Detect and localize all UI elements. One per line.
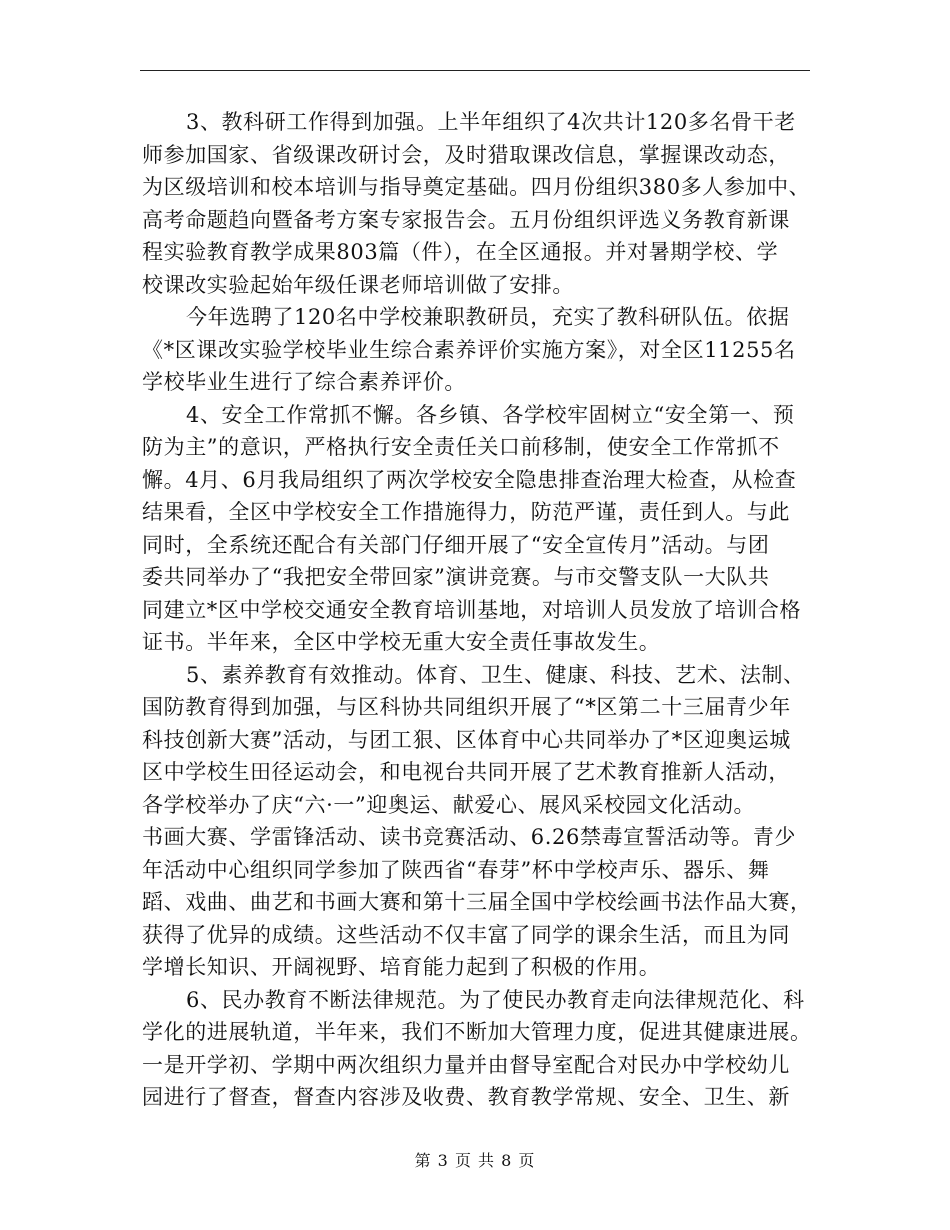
text-line: 园进行了督查，督查内容涉及收费、教育教学常规、安全、卫生、新 (142, 1085, 790, 1109)
text-line: 懈。4月、6月我局组织了两次学校安全隐患排查治理大检查，从检查 (142, 467, 797, 492)
text-line: 同时，全系统还配合有关部门仔细开展了“安全宣传月”活动。与团 (142, 532, 770, 557)
text-line: 师参加国家、省级课改研讨会，及时猎取课改信息，掌握课改动态， (142, 142, 790, 167)
text-line: 委共同举办了“我把安全带回家”演讲竞赛。与市交警支队一大队共 (142, 565, 770, 589)
paragraph-first-line: 6、民办教育不断法律规范。为了使民办教育走向法律规范化、科 (186, 987, 805, 1012)
header-rule (140, 70, 810, 71)
text-line: 为区级培训和校本培训与指导奠定基础。四月份组织380多人参加中、 (142, 175, 811, 199)
text-line: 防为主”的意识，严格执行安全责任关口前移制，使安全工作常抓不 (142, 435, 780, 459)
text-line: 高考命题趋向暨备考方案专家报告会。五月份组织评选义务教育新课 (142, 207, 790, 232)
paragraph-first-line: 3、教科研工作得到加强。上半年组织了4次共计120多名骨干老 (186, 110, 796, 134)
paragraph-first-line: 今年选聘了120名中学校兼职教研员，充实了教科研队伍。依据 (186, 305, 790, 329)
text-line: 书画大赛、学雷锋活动、读书竞赛活动、6.26禁毒宣誓活动等。青少 (142, 825, 796, 849)
text-line: 同建立*区中学校交通安全教育培训基地，对培训人员发放了培训合格 (142, 597, 802, 622)
text-line: 年活动中心组织同学参加了陕西省“春芽”杯中学校声乐、器乐、舞 (142, 857, 770, 882)
text-line: 程实验教育教学成果803篇（件），在全区通报。并对暑期学校、学 (142, 240, 779, 264)
text-line: 校课改实验起始年级任课老师培训做了安排。 (142, 272, 574, 297)
text-line: 一是开学初、学期中两次组织力量并由督导室配合对民办中学校幼儿 (142, 1052, 790, 1077)
paragraph-first-line: 5、素养教育有效推动。体育、卫生、健康、科技、艺术、法制、 (186, 662, 805, 687)
text-line: 各学校举办了庆“六·一”迎奥运、献爱心、展风采校园文化活动。 (142, 792, 756, 817)
document-body (142, 106, 812, 1114)
text-line: 区中学校生田径运动会，和电视台共同开展了艺术教育推新人活动， (142, 760, 790, 784)
text-line: 证书。半年来，全区中学校无重大安全责任事故发生。 (142, 630, 661, 654)
text-line: 科技创新大赛”活动，与团工狠、区体育中心共同举办了*区迎奥运城 (142, 727, 791, 752)
text-line: 《*区课改实验学校毕业生综合素养评价实施方案》，对全区11255名 (142, 337, 796, 362)
text-line: 国防教育得到加强，与区科协共同组织开展了“*区第二十三届青少年 (142, 695, 791, 719)
text-line: 获得了优异的成绩。这些活动不仅丰富了同学的课余生活，而且为同 (142, 922, 790, 947)
text-line: 学化的进展轨道，半年来，我们不断加大管理力度，促进其健康进展。 (142, 1020, 812, 1044)
page-footer: 第 3 页 共 8 页 (414, 1151, 536, 1170)
text-line: 学校毕业生进行了综合素养评价。 (142, 370, 466, 394)
paragraph-first-line: 4、安全工作常抓不懈。各乡镇、各学校牢固树立“安全第一、预 (186, 402, 795, 427)
text-line: 学增长知识、开阔视野、培育能力起到了积极的作用。 (142, 955, 661, 979)
text-line: 蹈、戏曲、曲艺和书画大赛和第十三届全国中学校绘画书法作品大赛， (142, 890, 812, 914)
text-line: 结果看，全区中学校安全工作措施得力，防范严谨，责任到人。与此 (142, 500, 790, 524)
